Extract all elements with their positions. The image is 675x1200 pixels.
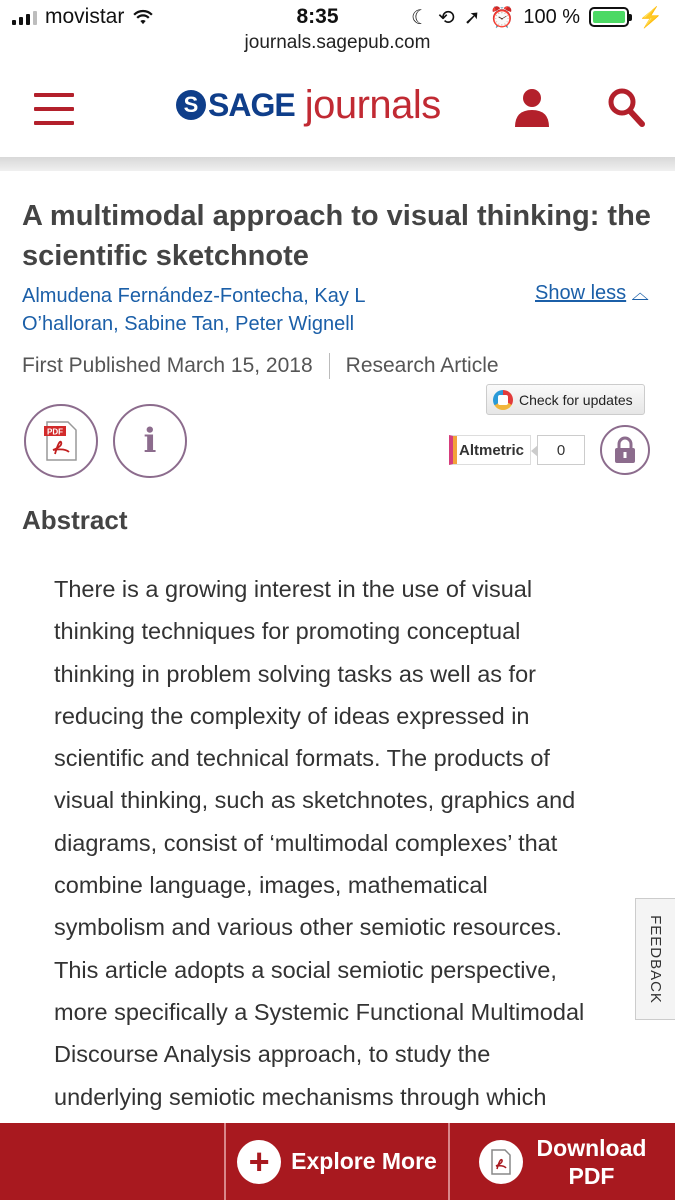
sage-logo-mark: S [176, 90, 206, 120]
published-date: First Published March 15, 2018 [22, 354, 313, 377]
status-bar [0, 0, 675, 34]
abstract-line: thinking in problem solving tasks as well as for [54, 660, 536, 687]
abstract-line: symbolism and various other semiotic resources. [54, 914, 563, 941]
author-link[interactable]: Almudena Fernández-Fontecha [22, 285, 304, 307]
bottom-bar-blank [0, 1123, 226, 1200]
show-less-toggle[interactable] [535, 282, 648, 305]
search-icon[interactable] [606, 86, 646, 128]
divider [329, 353, 330, 379]
abstract-line: There is a growing interest in the use of visual [54, 576, 533, 602]
logo-journals-text: journals [304, 82, 441, 127]
abstract-line: visual thinking, such as sketchnotes, graphics and [54, 787, 576, 814]
altmetric-label: Altmetric [449, 435, 531, 465]
abstract-line: combine language, images, mathematical [54, 872, 488, 899]
article-type: Research Article [345, 354, 499, 377]
author-link[interactable]: Peter Wignell [235, 313, 355, 335]
altmetric-badge[interactable] [449, 433, 585, 467]
abstract-line: diagrams, consist of ‘multimodal complexes’ that [54, 829, 558, 856]
plus-icon: + [237, 1140, 281, 1184]
status-left [12, 5, 272, 29]
abstract-line: Discourse Analysis approach, to study the [54, 1041, 491, 1068]
download-label-line2: PDF [568, 1162, 615, 1189]
download-pdf-button[interactable] [450, 1123, 675, 1200]
article-title: A multimodal approach to visual thinking: the scientific sketchnote [22, 200, 651, 272]
abstract-line: thinking techniques for promoting conceptual [54, 618, 521, 645]
site-header [0, 62, 675, 157]
rotation-lock-icon: ⟲ [437, 6, 455, 29]
info-icon: i [143, 421, 157, 461]
battery-icon [589, 7, 629, 27]
status-right [363, 5, 663, 30]
header-divider [0, 157, 675, 171]
alarm-icon: ⏰ [489, 6, 515, 29]
menu-icon[interactable] [34, 93, 74, 125]
download-label-line1: Download [536, 1134, 647, 1161]
abstract-line: more specifically a Systemic Functional Multimodal [54, 998, 585, 1025]
download-pdf-label [537, 1134, 647, 1190]
publication-info [22, 353, 499, 379]
bottom-action-bar [0, 1123, 675, 1200]
moon-icon: ☾ [411, 6, 429, 29]
location-icon: ➚ [463, 6, 481, 29]
chevron-up-icon: ︿ [632, 285, 649, 302]
pdf-button[interactable] [24, 404, 98, 478]
abstract-line: scientific and technical formats. The products of [54, 745, 550, 772]
logo-sage-text: SAGE [208, 86, 295, 123]
altmetric-count: 0 [537, 435, 585, 465]
author-list: Almudena Fernández-Fontecha, Kay L O’halloran, Sabine Tan, Peter Wignell [22, 285, 365, 335]
sage-journals-logo[interactable] [176, 82, 441, 128]
carrier-label: movistar [45, 5, 125, 28]
abstract-line: This article adopts a social semiotic perspective, [54, 956, 557, 983]
signal-icon [12, 9, 37, 25]
author-link[interactable]: Sabine Tan [124, 313, 225, 335]
abstract-line: underlying semiotic mechanisms through which [54, 1083, 547, 1110]
explore-more-label: Explore More [291, 1148, 437, 1174]
status-time: 8:35 [296, 5, 339, 28]
abstract-line: reducing the complexity of ideas expressed in [54, 702, 530, 729]
url-bar[interactable]: journals.sagepub.com [244, 32, 431, 53]
abstract-heading: Abstract [22, 505, 128, 535]
crossmark-icon [493, 390, 513, 410]
abstract-text [54, 568, 644, 1118]
pdf-icon [41, 420, 81, 462]
check-for-updates-button[interactable] [486, 384, 645, 415]
charging-icon: ⚡ [638, 6, 663, 29]
wifi-icon [132, 9, 154, 25]
feedback-label: FEEDBACK [647, 914, 665, 1004]
author-link[interactable]: Kay L O’halloran [22, 285, 365, 335]
access-lock-button[interactable] [600, 425, 650, 475]
check-updates-label: Check for updates [519, 391, 633, 408]
pdf-download-icon [479, 1140, 523, 1184]
info-button[interactable] [113, 404, 187, 478]
feedback-tab[interactable] [635, 898, 675, 1020]
user-icon[interactable] [512, 86, 552, 128]
lock-icon [613, 436, 637, 464]
pdf-icon-label: PDF [47, 427, 63, 437]
battery-percent: 100 % [523, 5, 581, 28]
explore-more-button[interactable] [226, 1123, 450, 1200]
show-less-label: Show less [535, 282, 627, 304]
